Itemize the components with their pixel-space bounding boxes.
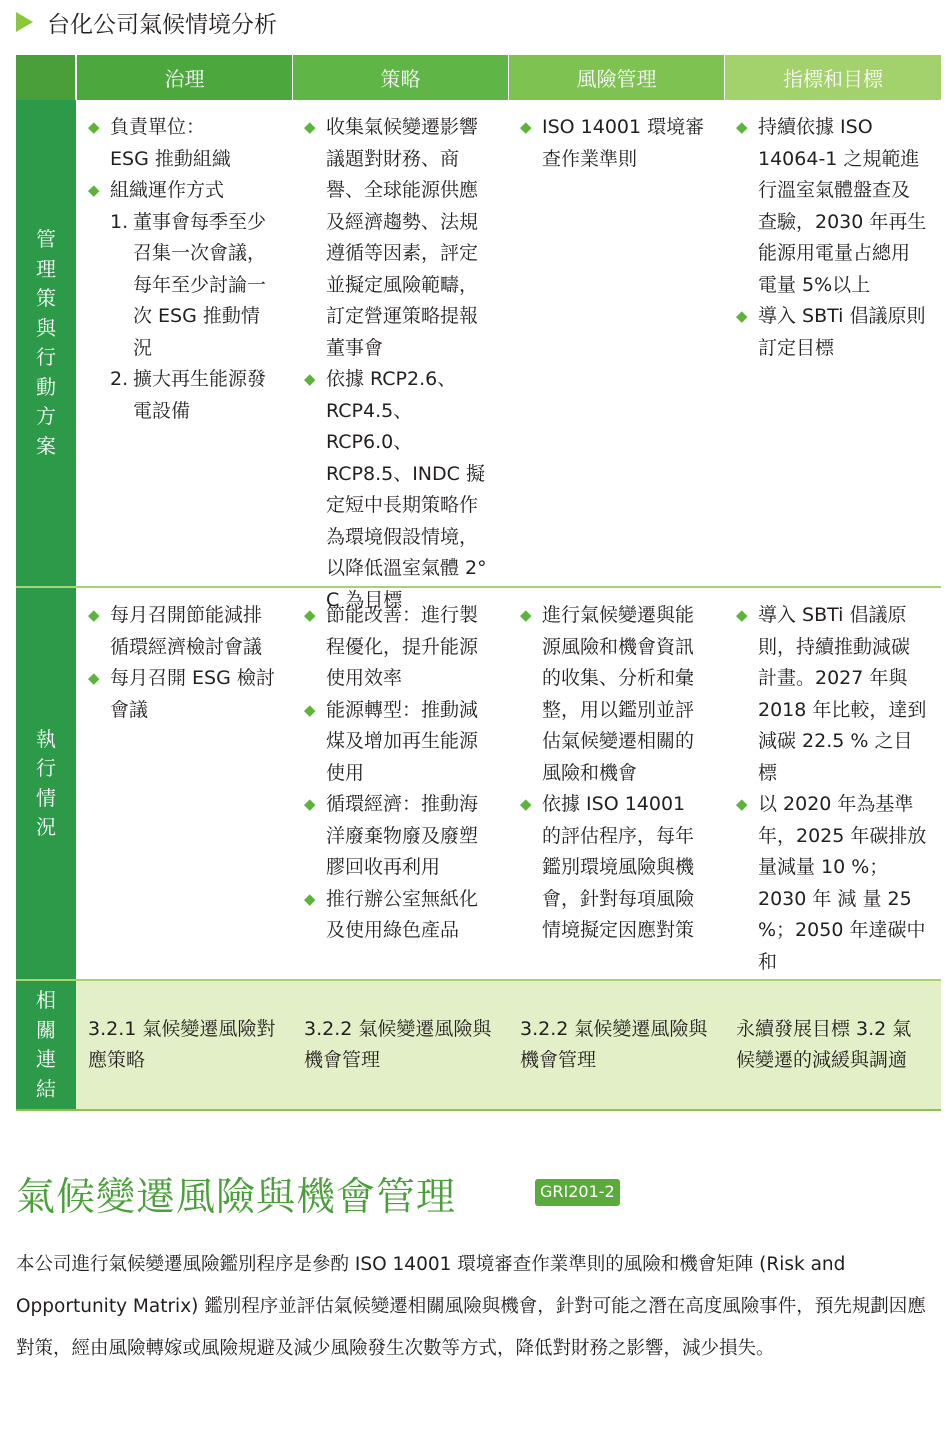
cell-action-risk (508, 100, 724, 588)
section-title-text: 台化公司氣候情境分析 (47, 11, 277, 38)
column-header-governance: 治理 (76, 55, 292, 100)
list-item: ◆ 每月召開 ESG 檢討會議 (88, 663, 278, 726)
cell-exec-risk (508, 588, 724, 981)
numbered-item: 2. 擴大再生能源發電設備 (110, 368, 267, 422)
page-heading: 氣候變遷風險與機會管理 (16, 1175, 457, 1220)
link-metrics[interactable]: 永續發展目標 3.2 氣候變遷的減緩與調適 (724, 981, 941, 1111)
row-header-related-links: 相關連結 (16, 981, 76, 1111)
list-item: ◆ 能源轉型：推動減煤及增加再生能源使用 (304, 695, 494, 790)
cell-action-governance (76, 100, 292, 588)
list-item: ◆ 推行辦公室無紙化及使用綠色產品 (304, 884, 494, 947)
numbered-item: 1. 董事會每季至少召集一次會議，每年至少討論一次 ESG 推動情況 (110, 210, 267, 359)
list-item: ◆ 導入 SBTi 倡議原則訂定目標 (736, 301, 927, 364)
column-header-metrics-targets: 指標和目標 (724, 55, 941, 100)
row-header-action-plan: 管理策與行動方案 (16, 100, 76, 588)
list-item: ◆ 負責單位： (88, 112, 278, 144)
list-item: ◆ 循環經濟：推動海洋廢棄物廢及廢塑膠回收再利用 (304, 789, 494, 884)
list-item: ◆ 以 2020 年為基準年，2025 年碳排放量減量 10 %；2030 年 減 量 25 %；2050 年達碳中和 (736, 789, 927, 978)
link-risk[interactable]: 3.2.2 氣候變遷風險與機會管理 (508, 981, 724, 1111)
cell-exec-governance (76, 588, 292, 981)
list-item: ◆ 每月召開節能減排循環經濟檢討會議 (88, 600, 278, 663)
list-item: ◆ 依據 RCP2.6、RCP4.5、RCP6.0、RCP8.5、INDC 擬定短中長期策略作為環境假設情境，以降低溫室氣體 2° C 為目標 (304, 364, 494, 616)
list-item: ◆ 依據 ISO 14001 的評估程序，每年鑑別環境風險與機會，針對每項風險情境擬定因應對策 (520, 789, 710, 947)
list-item: ◆ 導入 SBTi 倡議原則，持續推動減碳計畫。2027 年與 2018 年比較，達到減碳 22.5 % 之目標 (736, 600, 927, 789)
list-item: ◆ 組織運作方式 (88, 175, 278, 207)
column-header-risk-management: 風險管理 (508, 55, 724, 100)
list-item: ◆ 節能改善：進行製程優化，提升能源使用效率 (304, 600, 494, 695)
gri-badge: GRI201-2 (535, 1179, 620, 1206)
climate-scenario-table (16, 55, 941, 1111)
triangle-bullet-icon (16, 12, 33, 32)
section-title (16, 4, 277, 40)
link-governance[interactable]: 3.2.1 氣候變遷風險對應策略 (76, 981, 292, 1111)
body-paragraph: 本公司進行氣候變遷風險鑑別程序是參酌 ISO 14001 環境審查作業準則的風險和機會矩陣 (Risk and Opportunity Matrix) 鑑別程序並評估氣候變遷相關風險與機會，針對可能之潛在高度風險事件，預先規劃因應對策，經由風險轉嫁或風險規避及減少風險發生次數等方式，降低對財務之影響，減少損失。 (16, 1254, 926, 1359)
list-item: ◆ 持續依據 ISO 14064-1 之規範進行溫室氣體盤查及查驗，2030 年再生能源用電量占總用電量 5%以上 (736, 112, 927, 301)
list-item: ESG 推動組織 (110, 147, 231, 170)
cell-action-metrics (724, 100, 941, 588)
table-corner (16, 55, 76, 100)
link-strategy[interactable]: 3.2.2 氣候變遷風險與機會管理 (292, 981, 508, 1111)
cell-action-strategy (292, 100, 508, 611)
cell-exec-metrics (724, 588, 941, 981)
column-header-strategy: 策略 (292, 55, 508, 100)
list-item: ◆ 進行氣候變遷與能源風險和機會資訊的收集、分析和彙整，用以鑑別並評估氣候變遷相關的風險和機會 (520, 600, 710, 789)
row-header-execution: 執行情況 (16, 588, 76, 981)
cell-exec-strategy (292, 588, 508, 981)
list-item: ◆ ISO 14001 環境審查作業準則 (520, 112, 710, 175)
list-item: ◆ 收集氣候變遷影響議題對財務、商譽、全球能源供應及經濟趨勢、法規遵循等因素，評定並擬定風險範疇，訂定營運策略提報董事會 (304, 112, 494, 364)
